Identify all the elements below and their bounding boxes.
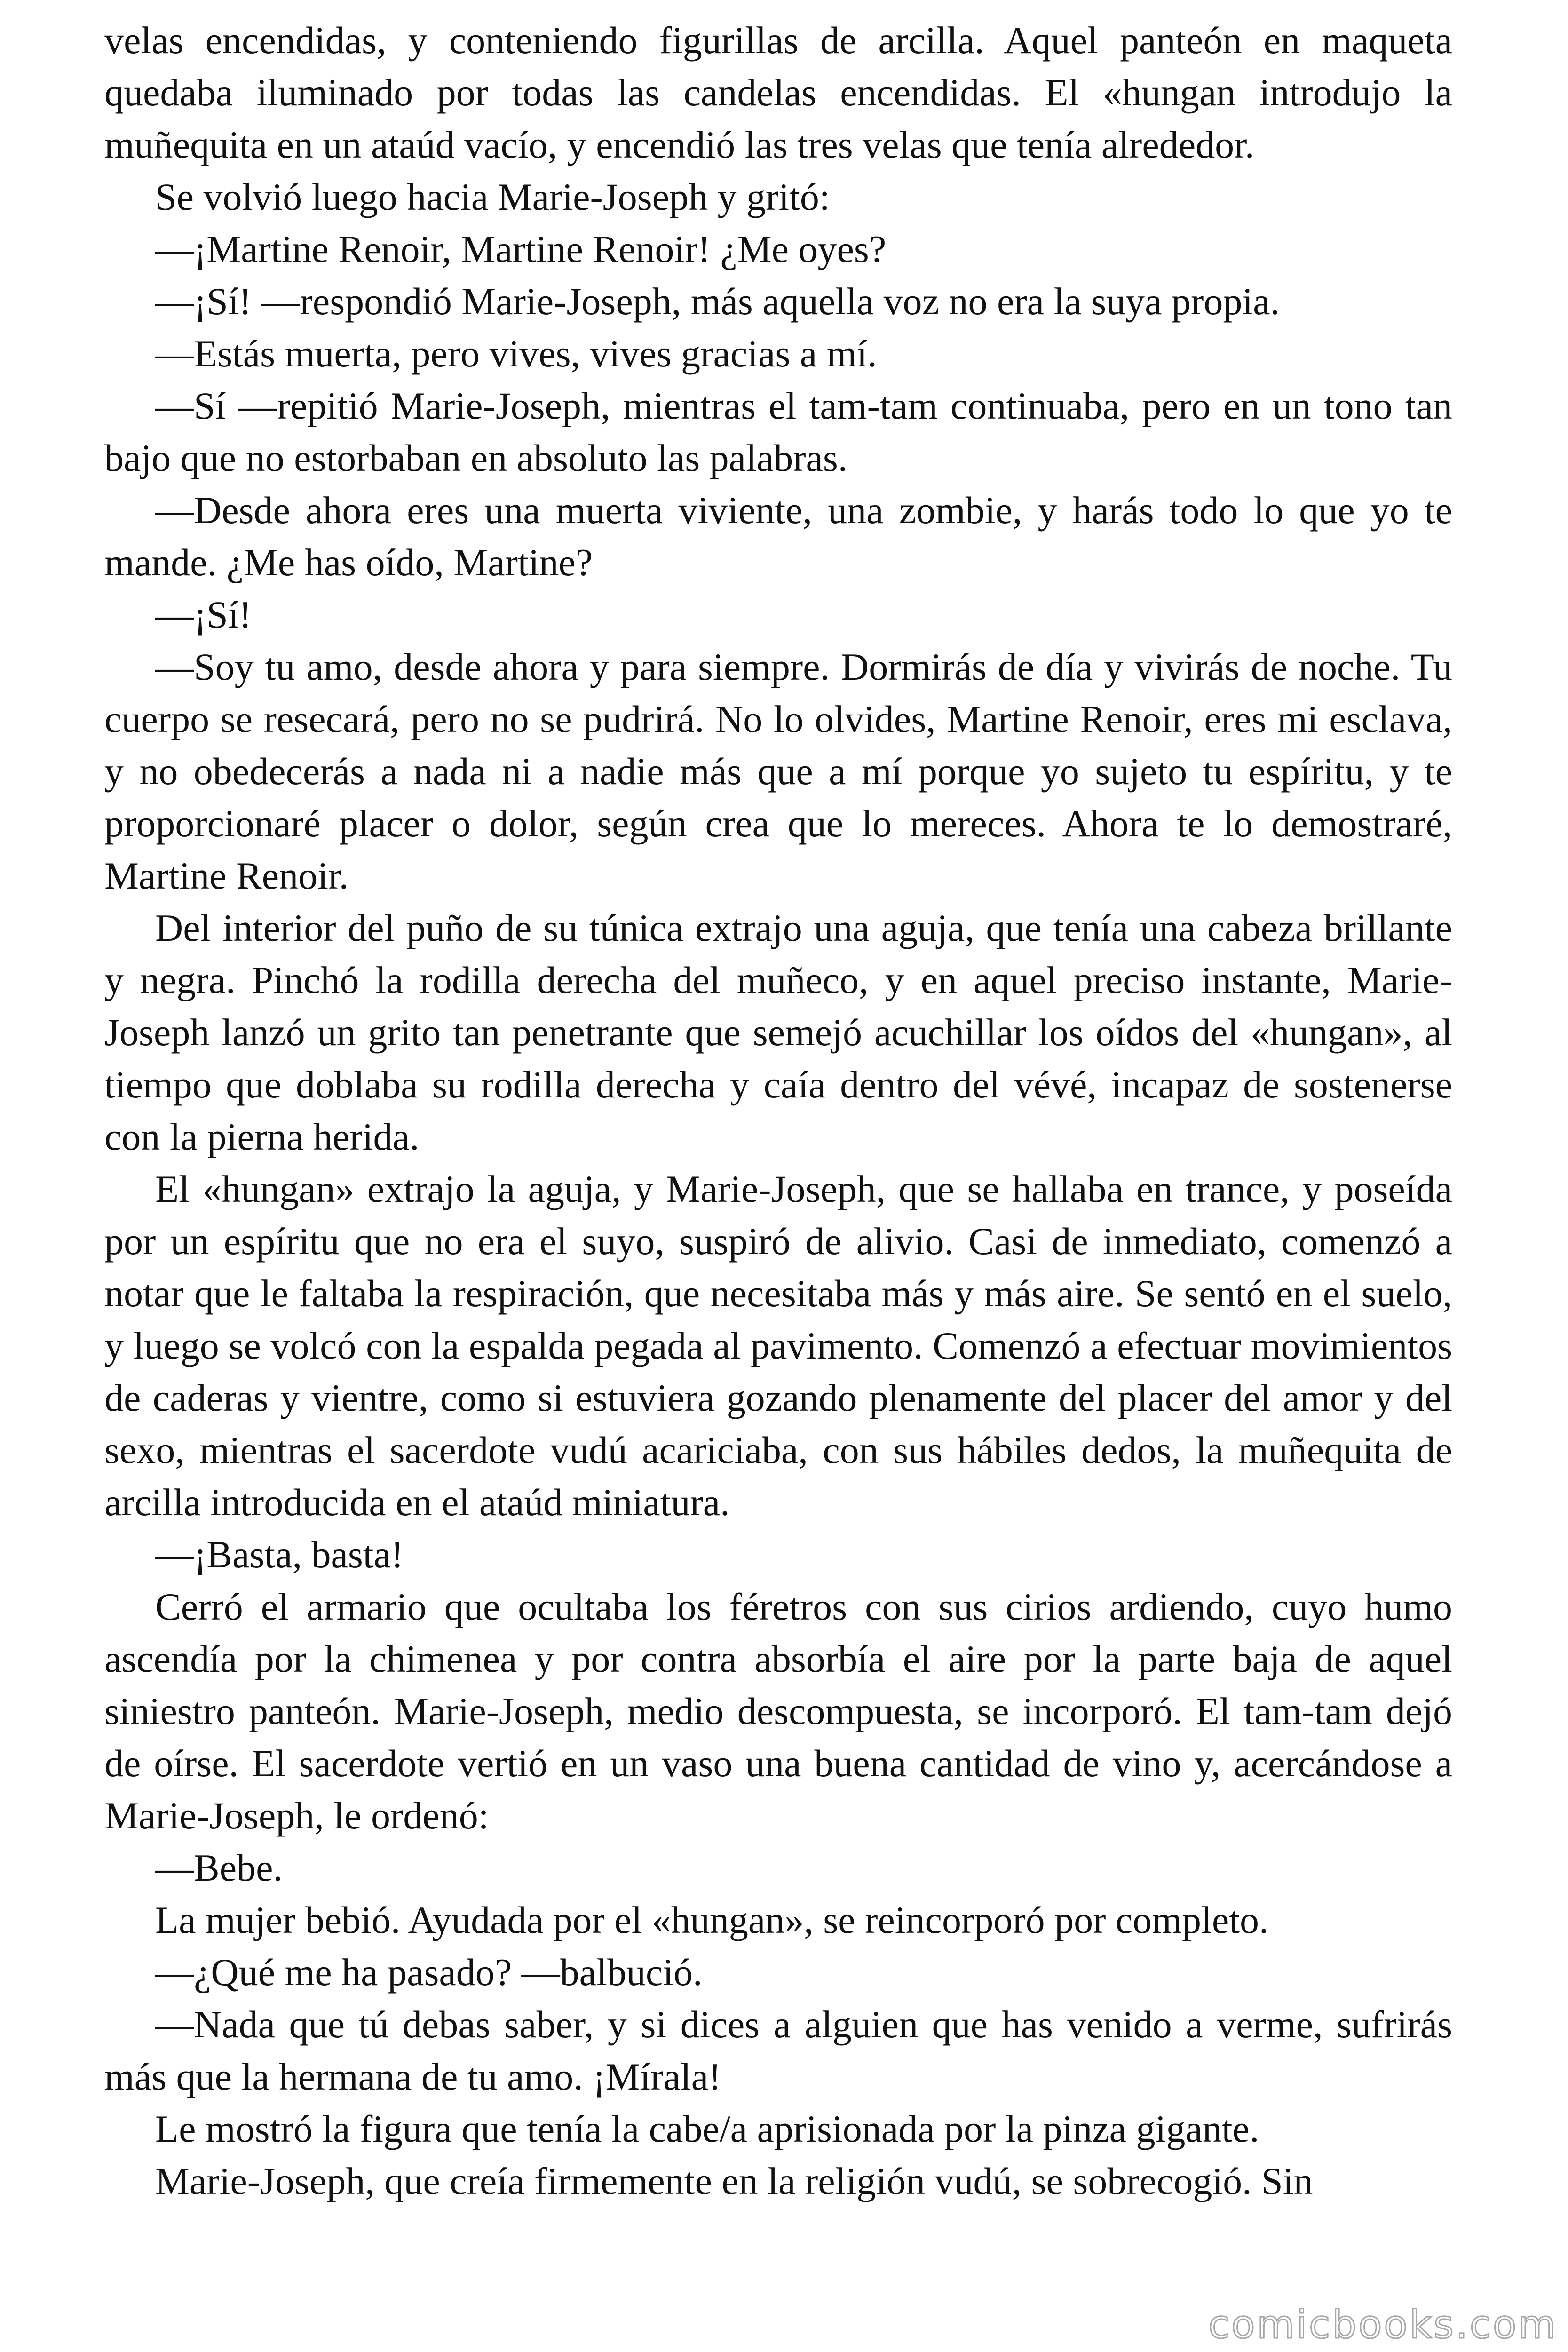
paragraph: —¡Martine Renoir, Martine Renoir! ¿Me oyes? xyxy=(155,228,887,270)
paragraph: velas encendidas, y conteniendo figurillas de arcilla. Aquel panteón en maqueta quedaba iluminado por todas las candelas encendidas. El «hungan introdujo la muñequita en un ataúd vacío, y encendió las tres velas que tenía alrededor. xyxy=(104,19,1452,166)
paragraph: —¡Basta, basta! xyxy=(155,1533,404,1576)
paragraph: —Bebe. xyxy=(155,1846,283,1889)
paragraph: —¿Qué me ha pasado? —balbució. xyxy=(155,1951,703,1994)
paragraph: —Soy tu amo, desde ahora y para siempre. Dormirás de día y vivirás de noche. Tu cuerpo se resecará, pero no se pudrirá. No lo olvides, Martine Renoir, eres mi esclava, y no obedecerás a nada ni a nadie más que a mí porque yo sujeto tu espíritu, y te proporcionaré placer o dolor, según crea que lo mereces. Ahora te lo demostraré, Martine Renoir. xyxy=(104,645,1452,897)
paragraph: Cerró el armario que ocultaba los féretros con sus cirios ardiendo, cuyo humo ascendía por la chimenea y por contra absorbía el aire por la parte baja de aquel siniestro panteón. Marie-Joseph, medio descompuesta, se incorporó. El tam-tam dejó de oírse. El sacerdote vertió en un vaso una buena cantidad de vino y, acercándose a Marie-Joseph, le ordenó: xyxy=(104,1585,1452,1837)
paragraph: Del interior del puño de su túnica extrajo una aguja, que tenía una cabeza brillante y negra. Pinchó la rodilla derecha del muñeco, y en aquel preciso instante, Marie-Joseph lanzó un grito tan penetrante que semejó acuchillar los oídos del «hungan», al tiempo que doblaba su rodilla derecha y caía dentro del vévé, incapaz de sostenerse con la pierna herida. xyxy=(104,906,1452,1158)
paragraph: —¡Sí! xyxy=(155,593,252,636)
paragraph: Le mostró la figura que tenía la cabe/a aprisionada por la pinza gigante. xyxy=(155,2107,1259,2150)
paragraph: La mujer bebió. Ayudada por el «hungan», se reincorporó por completo. xyxy=(155,1899,1269,1941)
paragraph: —Desde ahora eres una muerta viviente, una zombie, y harás todo lo que yo te mande. ¿Me has oído, Martine? xyxy=(104,489,1452,584)
paragraph: —Estás muerta, pero vives, vives gracias a mí. xyxy=(155,332,877,375)
watermark: comicbooks.com xyxy=(1208,2303,1558,2347)
paragraph: Marie-Joseph, que creía firmemente en la religión vudú, se sobrecogió. Sin xyxy=(155,2160,1313,2202)
paragraph: —Sí —repitió Marie-Joseph, mientras el tam-tam continuaba, pero en un tono tan bajo que no estorbaban en absoluto las palabras. xyxy=(104,384,1452,479)
body-text xyxy=(104,14,1452,2207)
paragraph: Se volvió luego hacia Marie-Joseph y gritó: xyxy=(155,175,830,218)
paragraph: El «hungan» extrajo la aguja, y Marie-Joseph, que se hallaba en trance, y poseída por un espíritu que no era el suyo, suspiró de alivio. Casi de inmediato, comenzó a notar que le faltaba la respiración, que necesitaba más y más aire. Se sentó en el suelo, y luego se volcó con la espalda pegada al pavimento. Comenzó a efectuar movimientos de caderas y vientre, como si estuviera gozando plenamente del placer del amor y del sexo, mientras el sacerdote vudú acariciaba, con sus hábiles dedos, la muñequita de arcilla introducida en el ataúd miniatura. xyxy=(104,1168,1452,1524)
paragraph: —¡Sí! —respondió Marie-Joseph, más aquella voz no era la suya propia. xyxy=(155,280,1280,323)
paragraph: —Nada que tú debas saber, y si dices a alguien que has venido a verme, sufrirás más que la hermana de tu amo. ¡Mírala! xyxy=(104,2003,1452,2098)
